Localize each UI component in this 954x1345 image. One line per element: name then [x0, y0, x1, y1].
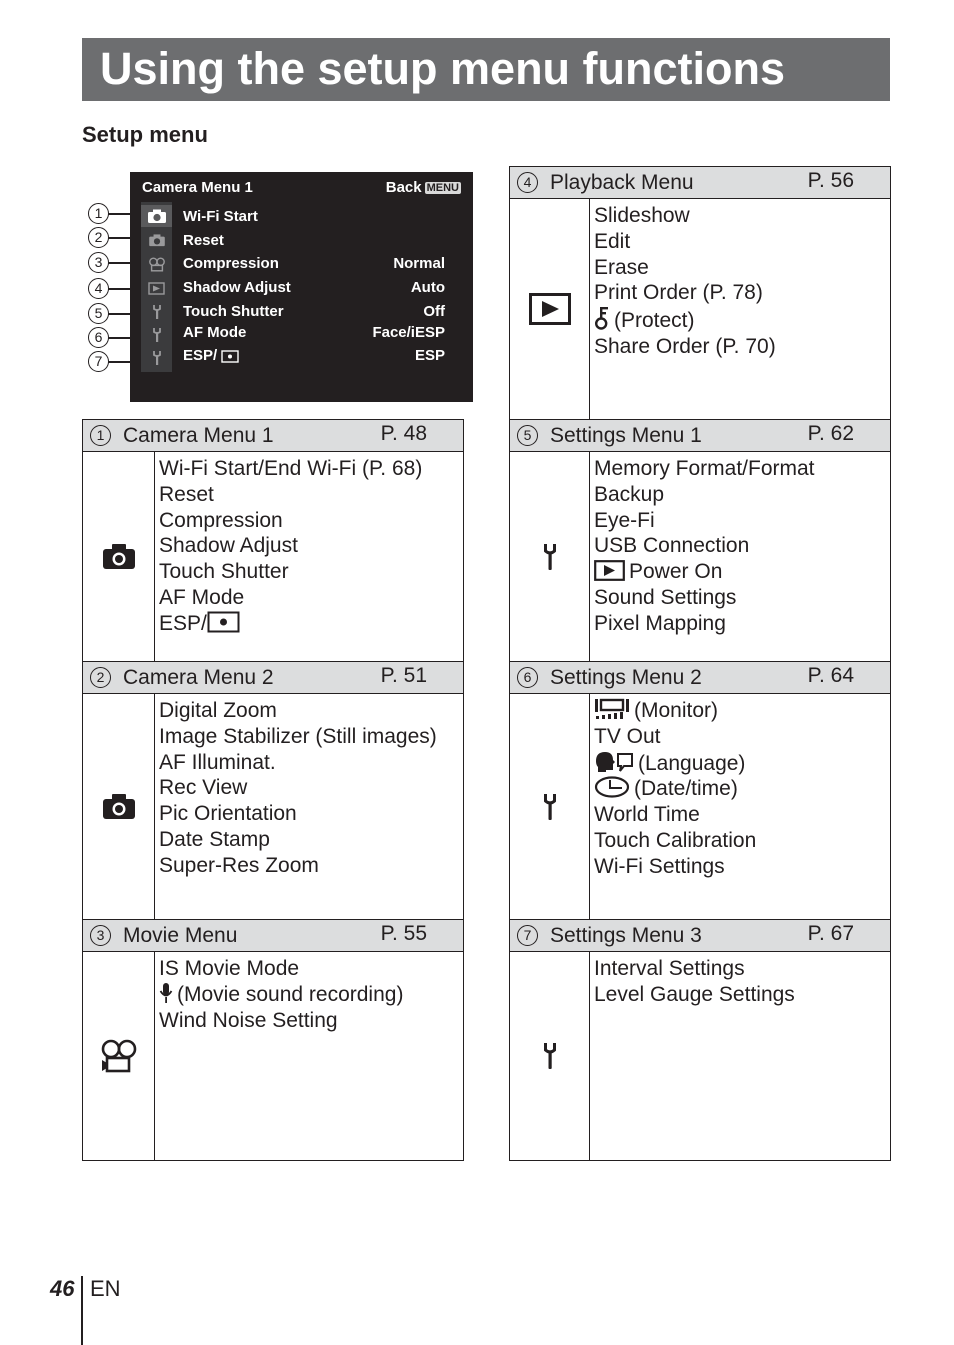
list-item: Rec View	[159, 776, 248, 800]
list-item: Eye-Fi	[594, 508, 655, 532]
camera-row	[183, 255, 445, 272]
row-value: ESP	[414, 347, 445, 364]
section-title: Movie Menu	[123, 924, 238, 947]
menu-button-tag: MENU	[426, 182, 459, 194]
wrench-icon	[543, 543, 557, 571]
list-item: Wind Noise Setting	[159, 1008, 338, 1032]
camera-screen-header: Camera Menu 1	[142, 179, 253, 196]
list-item-text: Power On	[629, 560, 723, 584]
list-item-text: (Movie sound recording)	[177, 982, 404, 1006]
spot-metering-icon	[221, 350, 239, 363]
playback-icon	[529, 293, 571, 325]
list-item-text: ESP/	[159, 611, 207, 635]
section-number: 6	[517, 667, 538, 688]
list-item: Level Gauge Settings	[594, 982, 795, 1006]
callout-2: 2	[88, 227, 109, 248]
item-list	[159, 698, 437, 879]
language-label: EN	[90, 1276, 121, 1301]
footer-divider	[81, 1276, 83, 1345]
section-header	[510, 662, 890, 694]
page-number: 46	[50, 1276, 75, 1301]
list-item: Wi-Fi Settings	[594, 854, 725, 878]
list-item: Touch Shutter	[159, 560, 289, 584]
callout-1: 1	[88, 203, 109, 224]
section-page-ref: P. 67	[807, 922, 854, 945]
icon-cell	[510, 952, 590, 1160]
row-value: Face/iESP	[372, 324, 445, 341]
icon-cell	[510, 694, 590, 919]
monitor-brightness-icon	[594, 698, 630, 720]
callout-5: 5	[88, 303, 109, 324]
item-list	[159, 456, 422, 637]
row-value: Normal	[393, 255, 445, 272]
wrench-icon	[141, 347, 172, 369]
language-icon	[594, 750, 634, 773]
item-list	[594, 203, 776, 360]
row-label: Shadow Adjust	[183, 279, 291, 296]
list-item	[159, 611, 422, 637]
wrench-icon	[543, 793, 557, 821]
section-heading: Setup menu	[82, 122, 208, 147]
item-list	[594, 956, 795, 1008]
section-camera-menu-1	[82, 419, 464, 662]
icon-cell	[510, 452, 590, 661]
row-label: ESP/	[183, 347, 218, 364]
camera-row	[183, 279, 445, 296]
clock-icon	[594, 776, 630, 798]
list-item-text: (Date/time)	[634, 777, 738, 801]
list-item: Digital Zoom	[159, 699, 277, 722]
list-item: Reset	[159, 482, 214, 506]
section-title: Camera Menu 1	[123, 424, 274, 447]
callout-7: 7	[88, 351, 109, 372]
list-item	[594, 559, 815, 585]
back-label	[386, 179, 461, 196]
row-label-wrap	[183, 347, 243, 364]
list-item: IS Movie Mode	[159, 957, 300, 980]
callout-6: 6	[88, 327, 109, 348]
item-list	[159, 956, 403, 1033]
back-text: Back	[385, 179, 422, 196]
icon-cell	[83, 694, 155, 919]
icon-cell	[510, 199, 590, 419]
list-item: Shadow Adjust	[159, 534, 298, 558]
section-header	[510, 920, 890, 952]
list-item: USB Connection	[594, 534, 750, 558]
section-title: Playback Menu	[550, 171, 694, 194]
list-item: Sound Settings	[594, 585, 737, 609]
list-item: Share Order (P. 70)	[594, 334, 776, 358]
row-value: Auto	[410, 279, 445, 296]
list-item: Date Stamp	[159, 827, 270, 851]
section-number: 4	[517, 172, 538, 193]
list-item	[159, 982, 403, 1008]
section-header	[510, 167, 890, 199]
section-header	[83, 920, 463, 952]
section-page-ref: P. 51	[380, 664, 427, 687]
playback-icon	[594, 560, 625, 581]
row-label: Reset	[183, 232, 224, 249]
section-page-ref: P. 56	[807, 169, 854, 192]
list-item	[594, 776, 756, 802]
callout-4: 4	[88, 278, 109, 299]
list-item: Touch Calibration	[594, 828, 757, 852]
list-item	[594, 306, 776, 334]
list-item: Backup	[594, 482, 665, 506]
section-settings-menu-2	[509, 661, 891, 920]
wrench-icon	[141, 301, 172, 323]
row-label: Touch Shutter	[183, 303, 284, 320]
camera-icon	[141, 205, 172, 227]
item-list	[594, 456, 815, 637]
camera-icon	[102, 793, 136, 820]
list-item: AF Illuminat.	[159, 750, 276, 774]
camera-row	[183, 208, 445, 225]
section-header	[83, 420, 463, 452]
camera-screen	[130, 172, 473, 402]
list-item: Compression	[159, 508, 283, 532]
title-banner	[82, 38, 890, 101]
section-header	[510, 420, 890, 452]
wrench-icon	[543, 1042, 557, 1070]
wrench-icon	[141, 324, 172, 346]
section-header	[83, 662, 463, 694]
row-label: Compression	[183, 255, 279, 272]
page-title: Using the setup menu functions	[100, 43, 786, 94]
section-number: 3	[90, 925, 111, 946]
section-page-ref: P. 64	[807, 664, 854, 687]
row-label: AF Mode	[183, 324, 247, 341]
list-item: Edit	[594, 229, 631, 253]
section-number: 5	[517, 425, 538, 446]
section-playback-menu	[509, 166, 891, 420]
section-movie-menu	[82, 919, 464, 1161]
section-settings-menu-3	[509, 919, 891, 1161]
playback-icon	[141, 277, 172, 299]
list-item: World Time	[594, 803, 700, 827]
list-item: Erase	[594, 255, 649, 279]
list-item: Image Stabilizer (Still images)	[159, 724, 437, 748]
list-item: AF Mode	[159, 585, 245, 609]
list-item: Super-Res Zoom	[159, 853, 319, 877]
list-item-text: (Monitor)	[634, 699, 719, 722]
spot-metering-icon	[207, 611, 240, 633]
camera-row	[183, 324, 445, 341]
protect-key-icon	[594, 306, 610, 330]
list-item: Interval Settings	[594, 957, 745, 980]
list-item: Slideshow	[594, 204, 690, 227]
movie-icon	[100, 1039, 138, 1073]
section-page-ref: P. 62	[807, 422, 854, 445]
row-label: Wi-Fi Start	[183, 208, 258, 225]
section-number: 2	[90, 667, 111, 688]
list-item: Pic Orientation	[159, 802, 297, 826]
section-settings-menu-1	[509, 419, 891, 662]
list-item	[594, 698, 756, 724]
list-item-text: (Protect)	[614, 309, 695, 333]
section-title: Settings Menu 3	[550, 924, 702, 947]
section-title: Camera Menu 2	[123, 666, 274, 689]
section-title: Settings Menu 2	[550, 666, 702, 689]
section-page-ref: P. 48	[380, 422, 427, 445]
list-item: Print Order (P. 78)	[594, 281, 763, 305]
list-item: Memory Format/Format	[594, 457, 815, 480]
list-item	[594, 750, 756, 777]
camera-row	[183, 303, 445, 320]
section-page-ref: P. 55	[380, 922, 427, 945]
callout-3: 3	[88, 252, 109, 273]
icon-cell	[83, 952, 155, 1160]
microphone-icon	[159, 982, 173, 1004]
section-number: 7	[517, 925, 538, 946]
section-title: Settings Menu 1	[550, 424, 702, 447]
camera-icon	[141, 229, 172, 251]
row-value: Off	[423, 303, 445, 320]
camera-row	[183, 347, 445, 364]
camera-row	[183, 232, 445, 249]
section-camera-menu-2	[82, 661, 464, 920]
list-item: Wi-Fi Start/End Wi-Fi (P. 68)	[159, 457, 423, 480]
list-item: TV Out	[594, 724, 661, 748]
movie-icon	[141, 253, 172, 275]
item-list	[594, 698, 756, 880]
icon-cell	[83, 452, 155, 661]
section-number: 1	[90, 425, 111, 446]
list-item-text: (Language)	[638, 751, 746, 775]
list-item: Pixel Mapping	[594, 611, 726, 635]
camera-icon	[102, 543, 136, 570]
